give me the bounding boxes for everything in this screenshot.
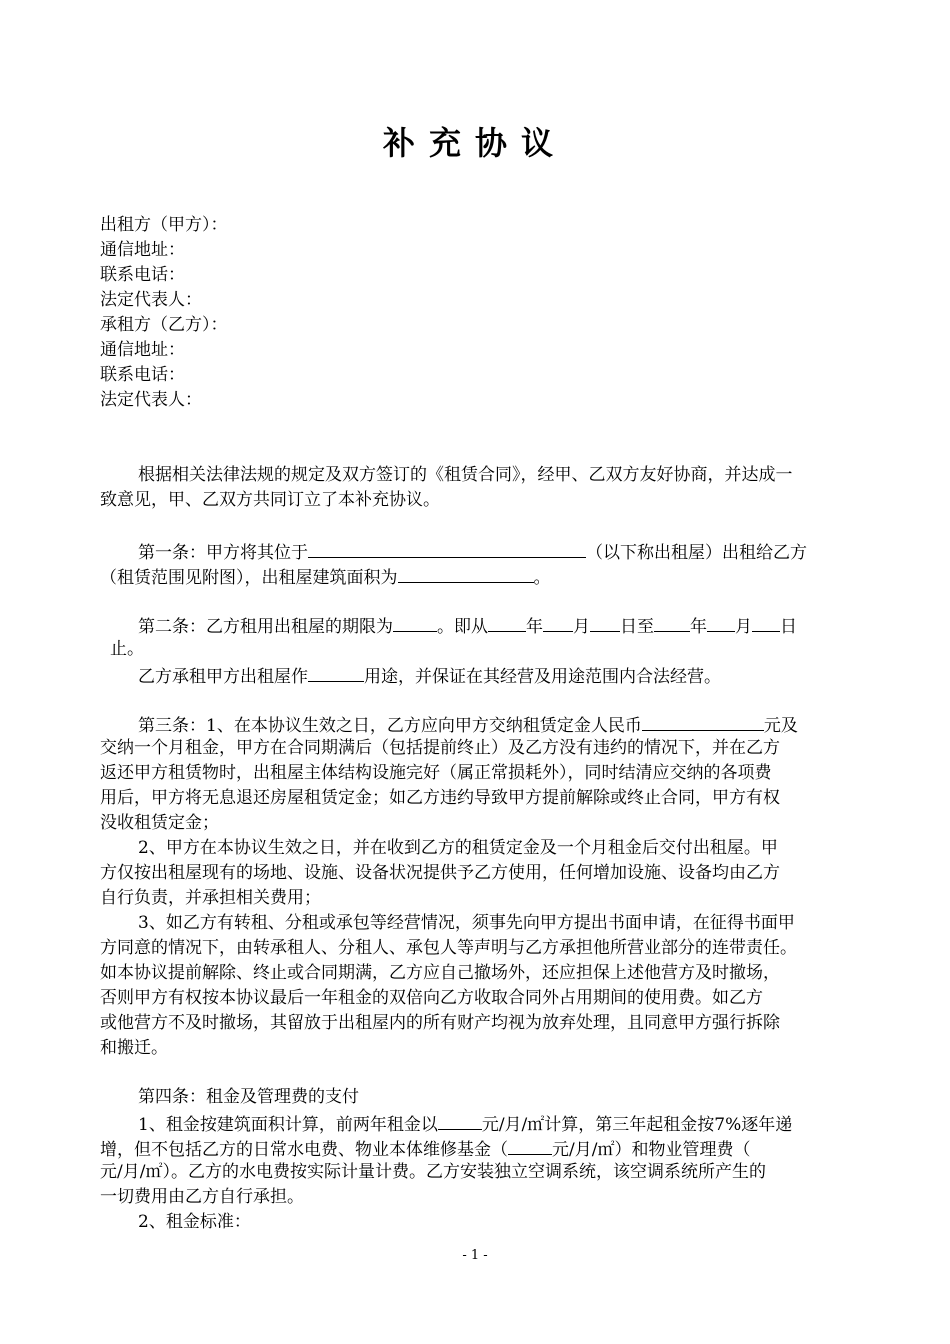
article-2-line: 第二条：乙方租用出租屋的期限为 。即从 年 月 日至 年 月 日 [138, 612, 797, 640]
article-2-line: 止。 [110, 639, 144, 659]
blank-field [707, 612, 735, 632]
article-3-line: 方仅按出租屋现有的场地、设施、设备状况提供予乙方使用，任何增加设施、设备均由乙方 [100, 863, 780, 883]
article-3-line: 3、如乙方有转租、分租或承包等经营情况，须事先向甲方提出书面申请，在征得书面甲 [138, 913, 795, 933]
page-title: 补充协议 [382, 124, 567, 162]
blank-field [508, 1135, 552, 1155]
article-4-line: 元/月/㎡）。乙方的水电费按实际计量计费。乙方安装独立空调系统，该空调系统所产生的 [100, 1162, 766, 1182]
article-1-line: 第一条：甲方将其位于 （以下称出租屋）出租给乙方 [138, 538, 807, 566]
article-3-line: 没收租赁定金； [100, 813, 219, 833]
article-4-line: 2、租金标准： [138, 1212, 251, 1232]
article-3-line: 或他营方不及时撤场，其留放于出租屋内的所有财产均视为放弃处理，且同意甲方强行拆除 [100, 1013, 780, 1033]
lessee-label: 承租方（乙方）： [100, 315, 228, 335]
lessee-address-label: 通信地址： [100, 340, 185, 360]
article-3-line: 自行负责，并承担相关费用； [100, 888, 321, 908]
blank-field [393, 612, 437, 632]
blank-field [642, 711, 764, 731]
article-3-line: 否则甲方有权按本协议最后一年租金的双倍向乙方收取合同外占用期间的使用费。如乙方 [100, 988, 763, 1008]
blank-field [752, 612, 780, 632]
intro-line: 根据相关法律法规的规定及双方签订的《租赁合同》，经甲、乙双方友好协商，并达成一 [138, 465, 793, 485]
page-number: - 1 - [462, 1248, 488, 1263]
blank-field [398, 563, 534, 583]
article-2-line: 乙方承租甲方出租屋作 用途，并保证在其经营及用途范围内合法经营。 [138, 662, 721, 690]
blank-field [488, 612, 526, 632]
article-3-line: 如本协议提前解除、终止或合同期满，乙方应自己撤场外，还应担保上述他营方及时撤场， [100, 963, 780, 983]
blank-field [308, 662, 364, 682]
article-3-line: 用后，甲方将无息退还房屋租赁定金；如乙方违约导致甲方提前解除或终止合同，甲方有权 [100, 788, 780, 808]
lessee-representative-label: 法定代表人： [100, 390, 202, 410]
article-3-line: 和搬迁。 [100, 1038, 168, 1058]
article-3-line: 第三条：1、在本协议生效之日，乙方应向甲方交纳租赁定金人民币 元及 [138, 711, 798, 739]
article-3-line: 方同意的情况下，由转承租人、分租人、承包人等声明与乙方承担他所营业部分的连带责任。 [100, 938, 797, 958]
article-1-line: （租赁范围见附图），出租屋建筑面积为 。 [100, 563, 551, 591]
lessor-address-label: 通信地址： [100, 240, 185, 260]
lessor-phone-label: 联系电话： [100, 265, 185, 285]
blank-field [590, 612, 620, 632]
intro-line: 致意见，甲、乙双方共同订立了本补充协议。 [100, 490, 440, 510]
blank-field [654, 612, 690, 632]
article-4-line: 1、租金按建筑面积计算，前两年租金以 元/月/㎡计算，第三年起租金按7%逐年递 [138, 1110, 792, 1138]
blank-field [543, 612, 573, 632]
blank-field [308, 538, 586, 558]
blank-field [438, 1110, 482, 1130]
article-3-line: 交纳一个月租金，甲方在合同期满后（包括提前终止）及乙方没有违约的情况下，并在乙方 [100, 738, 780, 758]
article-3-line: 返还甲方租赁物时，出租屋主体结构设施完好（属正常损耗外），同时结清应交纳的各项费 [100, 763, 772, 783]
lessor-representative-label: 法定代表人： [100, 290, 202, 310]
lessor-label: 出租方（甲方）： [100, 215, 228, 235]
article-3-line: 2、甲方在本协议生效之日，并在收到乙方的租赁定金及一个月租金后交付出租屋。甲 [138, 838, 778, 858]
article-4-line: 增，但不包括乙方的日常水电费、物业本体维修基金（ 元/月/㎡）和物业管理费（ [100, 1135, 750, 1163]
lessee-phone-label: 联系电话： [100, 365, 185, 385]
article-4-line: 第四条：租金及管理费的支付 [138, 1087, 359, 1107]
article-4-line: 一切费用由乙方自行承担。 [100, 1187, 304, 1207]
